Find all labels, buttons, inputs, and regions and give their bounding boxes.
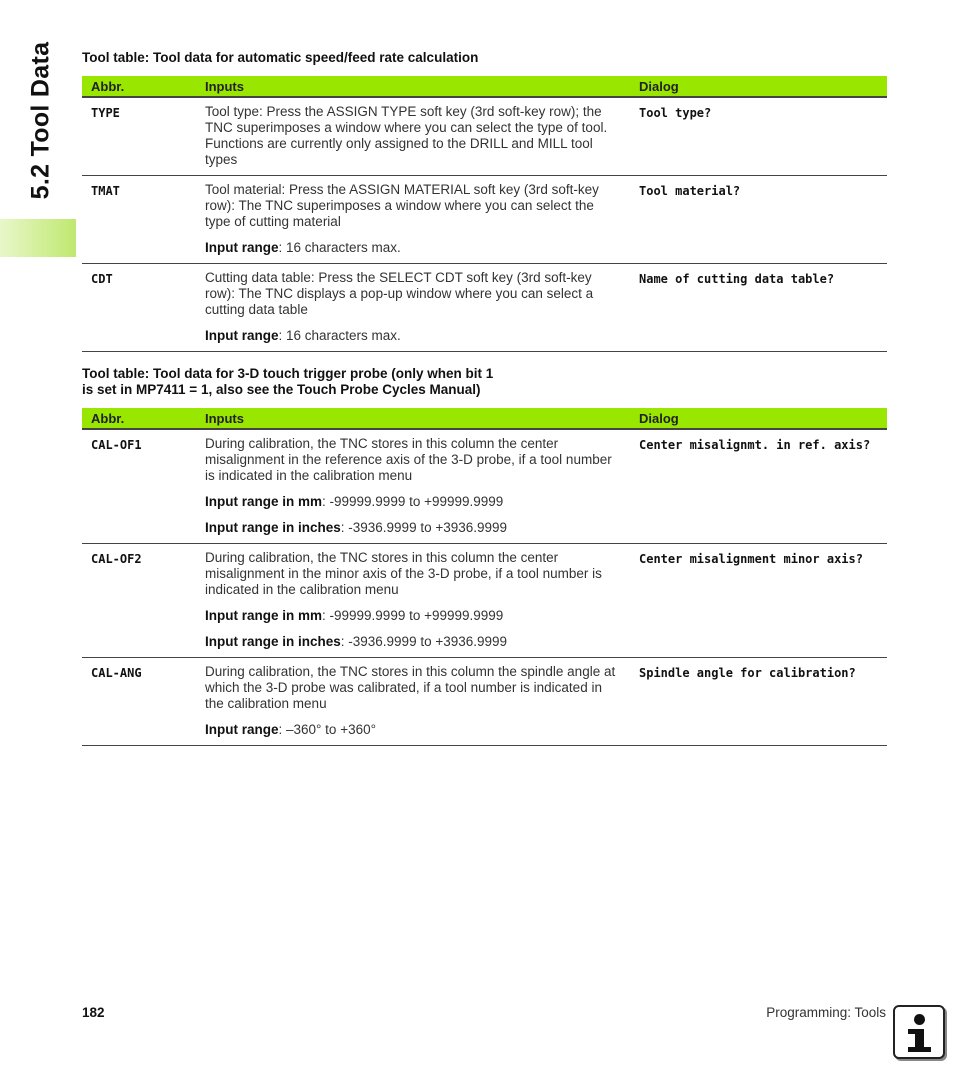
- input-range: [205, 494, 618, 510]
- row-abbr: TMAT: [82, 176, 196, 264]
- column-header-dialog: Dialog: [630, 408, 887, 429]
- row-abbr: CDT: [82, 264, 196, 352]
- page-number: 182: [82, 1005, 105, 1020]
- row-abbr: CAL-OF2: [82, 544, 196, 658]
- row-input: [196, 658, 630, 746]
- table-row: [82, 264, 887, 352]
- table-row: [82, 176, 887, 264]
- input-range: [205, 608, 618, 624]
- column-header-inputs: Inputs: [196, 76, 630, 97]
- column-header-abbr: Abbr.: [82, 76, 196, 97]
- column-header-dialog: Dialog: [630, 76, 887, 97]
- row-dialog: Name of cutting data table?: [630, 264, 887, 352]
- chapter-side-heading: [18, 20, 64, 220]
- table-row: [82, 97, 887, 176]
- row-abbr: CAL-ANG: [82, 658, 196, 746]
- input-range: [205, 240, 618, 256]
- input-range-label: Input range: [205, 240, 279, 255]
- input-range-value: : 16 characters max.: [278, 240, 401, 255]
- row-description: During calibration, the TNC stores in this column the spindle angle at which the 3-D probe was calibrated, if a tool number is indicated in the calibration menu: [205, 664, 616, 711]
- row-description: During calibration, the TNC stores in this column the center misalignment in the minor axis of the 3-D probe, if a tool number is indicated in the calibration menu: [205, 550, 602, 597]
- chapter-name: Programming: Tools: [766, 1005, 886, 1020]
- row-input: [196, 544, 630, 658]
- table-row: [82, 429, 887, 544]
- tool-data-table: [82, 76, 887, 352]
- input-range-value: : -99999.9999 to +99999.9999: [322, 494, 504, 509]
- row-description: Tool material: Press the ASSIGN MATERIAL soft key (3rd soft-key row): The TNC superimposes a window where you can select the type of cutting material: [205, 182, 599, 229]
- chapter-tab-marker: [0, 219, 76, 257]
- row-dialog: Tool material?: [630, 176, 887, 264]
- input-range-label: Input range in inches: [205, 634, 341, 649]
- input-range: [205, 328, 618, 344]
- row-dialog: Center misalignmt. in ref. axis?: [630, 429, 887, 544]
- section-speed-feed: [82, 50, 887, 352]
- row-input: [196, 429, 630, 544]
- input-range-value: : 16 characters max.: [278, 328, 401, 343]
- chapter-side-heading-text: 5.2 Tool Data: [26, 41, 55, 199]
- input-range: [205, 722, 618, 738]
- input-range-label: Input range in inches: [205, 520, 341, 535]
- table-row: [82, 658, 887, 746]
- row-input: [196, 264, 630, 352]
- input-range-label: Input range in mm: [205, 494, 323, 509]
- table-header-row: [82, 76, 887, 97]
- column-header-inputs: Inputs: [196, 408, 630, 429]
- row-input: [196, 97, 630, 176]
- input-range-value: : –360° to +360°: [278, 722, 376, 737]
- table-row: [82, 544, 887, 658]
- table-header-row: [82, 408, 887, 429]
- column-header-abbr: Abbr.: [82, 408, 196, 429]
- row-abbr: CAL-OF1: [82, 429, 196, 544]
- section-title-line: is set in MP7411 = 1, also see the Touch Probe Cycles Manual): [82, 382, 481, 397]
- input-range-value: : -3936.9999 to +3936.9999: [340, 634, 508, 649]
- input-range: [205, 520, 618, 536]
- row-dialog: Center misalignment minor axis?: [630, 544, 887, 658]
- info-icon: [893, 1005, 945, 1059]
- row-description: Tool type: Press the ASSIGN TYPE soft key (3rd soft-key row); the TNC superimposes a window where you can select the type of tool. Functions are currently only assigned to the DRILL and MILL tool types: [205, 104, 608, 167]
- section-title: Tool table: Tool data for automatic speed/feed rate calculation: [82, 50, 479, 65]
- input-range-label: Input range in mm: [205, 608, 323, 623]
- input-range-value: : -3936.9999 to +3936.9999: [340, 520, 508, 535]
- row-description: Cutting data table: Press the SELECT CDT soft key (3rd soft-key row): The TNC displays a pop-up window where you can select a cutting data table: [205, 270, 594, 317]
- row-abbr: TYPE: [82, 97, 196, 176]
- input-range-value: : -99999.9999 to +99999.9999: [322, 608, 504, 623]
- input-range-label: Input range: [205, 328, 279, 343]
- section-title: [82, 366, 887, 398]
- row-dialog: Spindle angle for calibration?: [630, 658, 887, 746]
- row-description: During calibration, the TNC stores in this column the center misalignment in the reference axis of the 3-D probe, if a tool number is indicated in the calibration menu: [205, 436, 612, 483]
- probe-data-table: [82, 408, 887, 746]
- row-input: [196, 176, 630, 264]
- row-dialog: Tool type?: [630, 97, 887, 176]
- input-range-label: Input range: [205, 722, 279, 737]
- section-touch-probe: [82, 366, 887, 746]
- input-range: [205, 634, 618, 650]
- section-title-line: Tool table: Tool data for 3-D touch trigger probe (only when bit 1: [82, 366, 494, 381]
